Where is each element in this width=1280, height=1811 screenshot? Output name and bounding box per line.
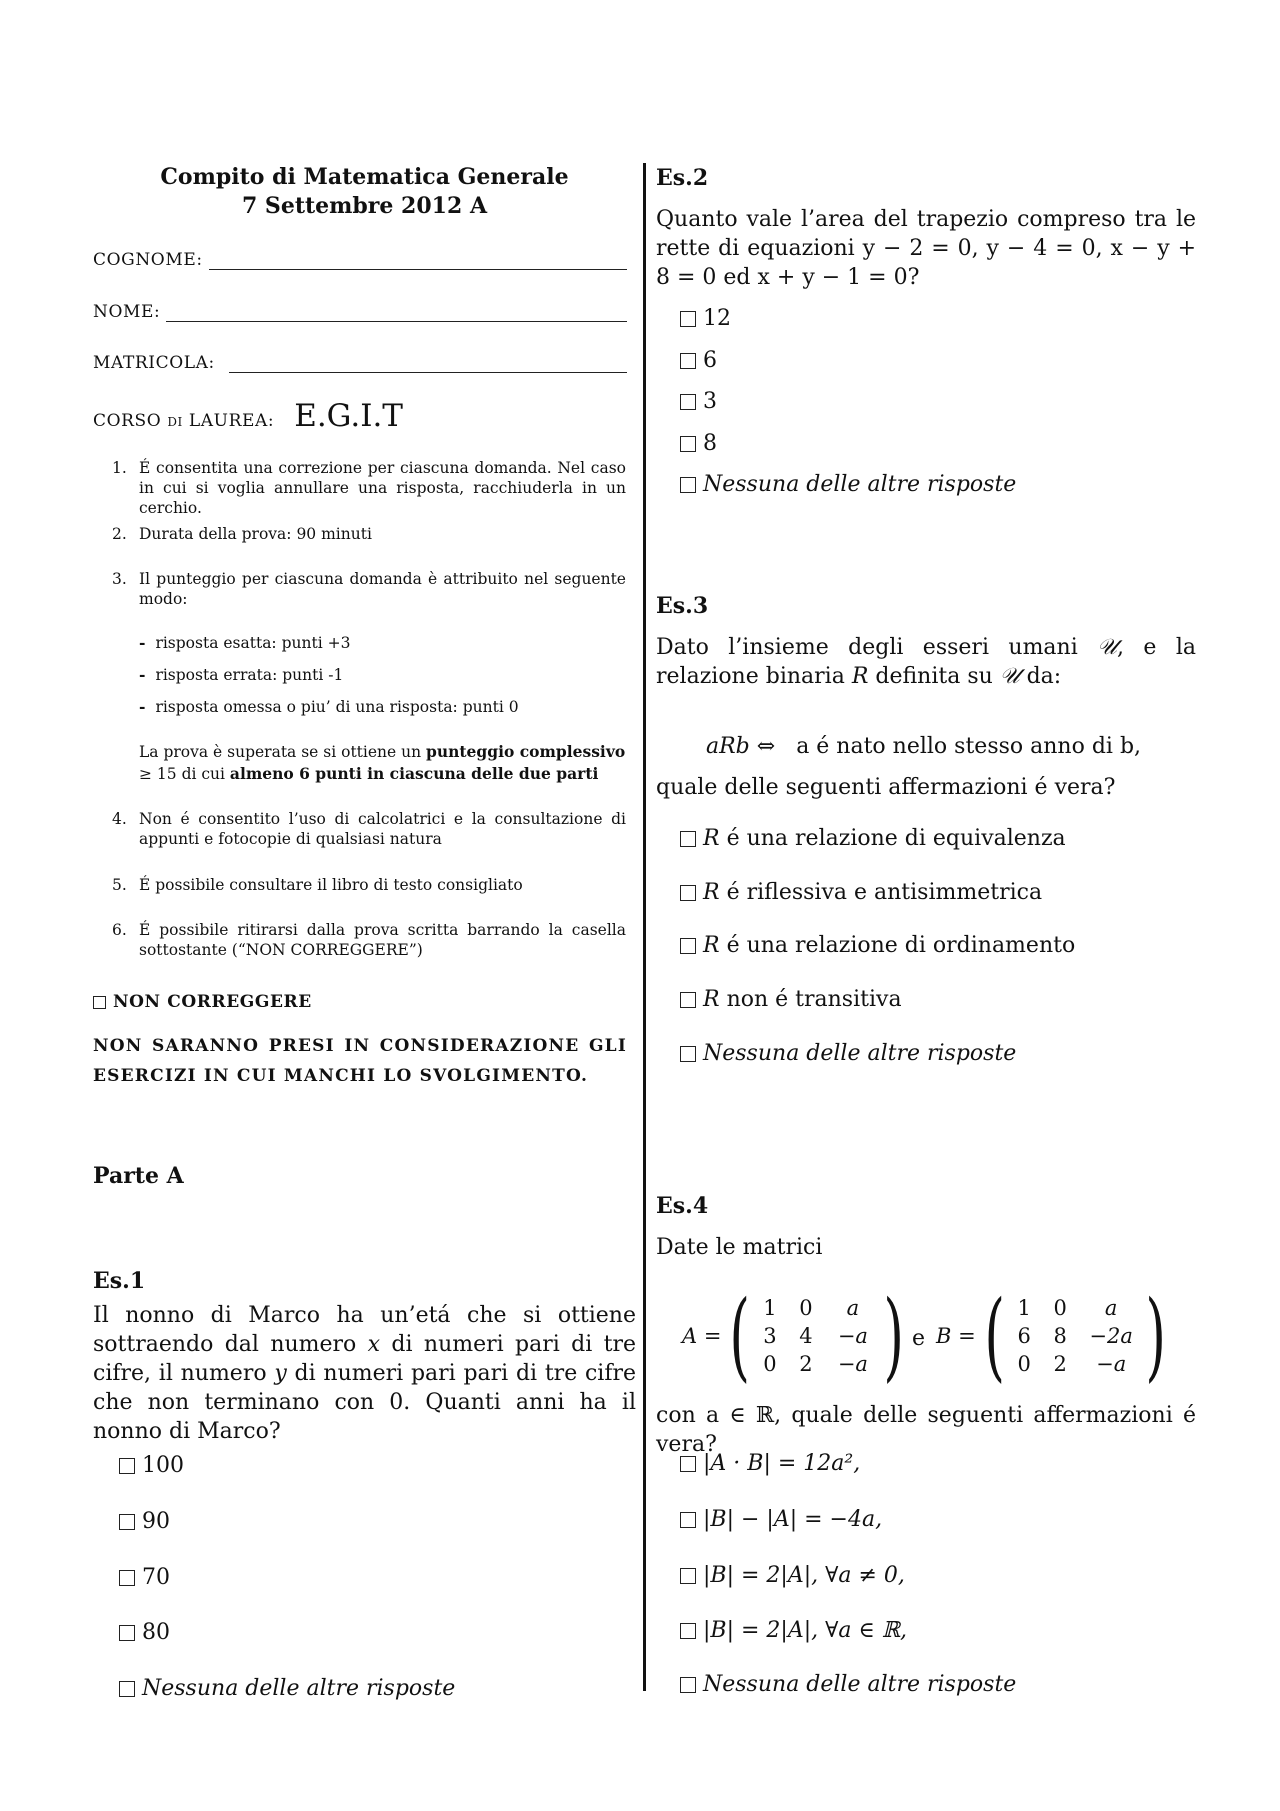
- column-divider: [643, 163, 646, 1691]
- es3-definition: aRb ⇔ a é nato nello stesso anno di b,: [706, 734, 1142, 759]
- es2-question: Quanto vale l’area del trapezio compreso tra le rette di equazioni y − 2 = 0, y − 4 = 0, x − y + 8 = 0 ed x + y − 1 = 0?: [656, 207, 1196, 290]
- es1-option[interactable]: 80: [119, 1620, 170, 1645]
- checkbox-icon[interactable]: [119, 1681, 135, 1697]
- checkbox-icon[interactable]: [119, 1514, 135, 1530]
- checkbox-icon[interactable]: [680, 394, 696, 410]
- matrix-a-entries: 1 0 a 3 4 −a 0 2 −a: [763, 1296, 868, 1376]
- es1-option[interactable]: Nessuna delle altre risposte: [119, 1676, 455, 1701]
- checkbox-icon[interactable]: [680, 1046, 696, 1062]
- es3-option[interactable]: Nessuna delle altre risposte: [680, 1041, 1016, 1066]
- es2-option[interactable]: 12: [680, 306, 731, 331]
- es4-intro: Date le matrici: [656, 1235, 823, 1260]
- scoring-item: - risposta errata: punti -1: [139, 665, 344, 684]
- es1-title: Es.1: [93, 1268, 146, 1294]
- checkbox-icon[interactable]: [680, 885, 696, 901]
- es1-option[interactable]: 90: [119, 1509, 170, 1534]
- es2-option[interactable]: 8: [680, 431, 717, 456]
- checkbox-icon[interactable]: [680, 353, 696, 369]
- es2-option[interactable]: 6: [680, 348, 717, 373]
- matricola-field[interactable]: MATRICOLA:: [93, 353, 627, 373]
- es2-option[interactable]: 3: [680, 389, 717, 414]
- non-correggere-checkbox[interactable]: NON CORREGGERE: [93, 992, 312, 1012]
- nome-field[interactable]: NOME:: [93, 302, 627, 322]
- es4-option[interactable]: Nessuna delle altre risposte: [680, 1672, 1016, 1697]
- checkbox-icon[interactable]: [680, 992, 696, 1008]
- es3-title: Es.3: [656, 593, 709, 619]
- checkbox-icon[interactable]: [680, 1512, 696, 1528]
- corso-value: E.G.I.T: [294, 398, 403, 434]
- matricola-line[interactable]: [229, 358, 627, 373]
- scoring-item: - risposta omessa o piu’ di una risposta: punti 0: [139, 697, 519, 716]
- exam-title: Compito di Matematica Generale 7 Settembre 2012 A: [160, 164, 569, 219]
- checkbox-icon[interactable]: [680, 1456, 696, 1472]
- checkbox-icon[interactable]: [93, 996, 106, 1009]
- es3-option[interactable]: R é una relazione di ordinamento: [680, 933, 1075, 958]
- checkbox-icon[interactable]: [119, 1625, 135, 1641]
- es4-title: Es.4: [656, 1193, 709, 1219]
- checkbox-icon[interactable]: [680, 477, 696, 493]
- es1-option[interactable]: 70: [119, 1565, 170, 1590]
- checkbox-icon[interactable]: [680, 436, 696, 452]
- es2-option[interactable]: Nessuna delle altre risposte: [680, 472, 1016, 497]
- es3-option[interactable]: R é una relazione di equivalenza: [680, 826, 1066, 851]
- matrix-connector: e: [912, 1326, 926, 1351]
- checkbox-icon[interactable]: [680, 311, 696, 327]
- es1-option[interactable]: 100: [119, 1453, 184, 1478]
- checkbox-icon[interactable]: [119, 1570, 135, 1586]
- es4-option[interactable]: |B| = 2|A|, ∀a ≠ 0,: [680, 1563, 905, 1588]
- cognome-line[interactable]: [209, 255, 627, 270]
- es3-option[interactable]: R non é transitiva: [680, 987, 902, 1012]
- matrix-b: B = ( 1 0 a 6 8 −2a 0 2 −a ): [936, 1280, 1167, 1392]
- es3-question: quale delle seguenti affermazioni é vera?: [656, 775, 1116, 800]
- es3-intro: Dato l’insieme degli esseri umani 𝒰, e la relazione binaria R definita su 𝒰 da:: [656, 635, 1196, 689]
- corso-row: CORSO di LAUREA: E.G.I.T: [93, 398, 403, 434]
- checkbox-icon[interactable]: [680, 938, 696, 954]
- checkbox-icon[interactable]: [680, 831, 696, 847]
- checkbox-icon[interactable]: [680, 1677, 696, 1693]
- parte-heading: Parte A: [93, 1163, 184, 1189]
- checkbox-icon[interactable]: [680, 1623, 696, 1639]
- warning-text: NON SARANNO PRESI IN CONSIDERAZIONE GLI ESERCIZI IN CUI MANCHI LO SVOLGIMENTO.: [93, 1036, 627, 1086]
- checkbox-icon[interactable]: [119, 1458, 135, 1474]
- matrix-a: A = ( 1 0 a 3 4 −a 0 2 −a ): [682, 1280, 904, 1392]
- es1-question: Il nonno di Marco ha un’etá che si ottiene sottraendo dal numero x di numeri pari di tre cifre, il numero y di numeri pari pari di tre cifre che non terminano con 0. Quanti anni ha il nonno di Marco?: [93, 1303, 637, 1444]
- es4-question: con a ∈ ℝ, quale delle seguenti affermazioni é vera?: [656, 1403, 1196, 1457]
- cognome-field[interactable]: COGNOME:: [93, 250, 627, 270]
- nome-line[interactable]: [166, 307, 627, 322]
- es3-option[interactable]: R é riflessiva e antisimmetrica: [680, 880, 1042, 905]
- es2-title: Es.2: [656, 165, 709, 191]
- pass-rule: La prova è superata se si ottiene un punteggio complessivo ≥ 15 di cui almeno 6 punti in ciascuna delle due parti: [139, 742, 626, 783]
- es4-option[interactable]: |B| = 2|A|, ∀a ∈ ℝ,: [680, 1618, 907, 1643]
- scoring-item: - risposta esatta: punti +3: [139, 633, 351, 652]
- es4-option[interactable]: |B| − |A| = −4a,: [680, 1507, 882, 1532]
- matrix-b-entries: 1 0 a 6 8 −2a 0 2 −a: [1017, 1296, 1133, 1376]
- es4-option[interactable]: |A · B| = 12a²,: [680, 1451, 860, 1476]
- checkbox-icon[interactable]: [680, 1568, 696, 1584]
